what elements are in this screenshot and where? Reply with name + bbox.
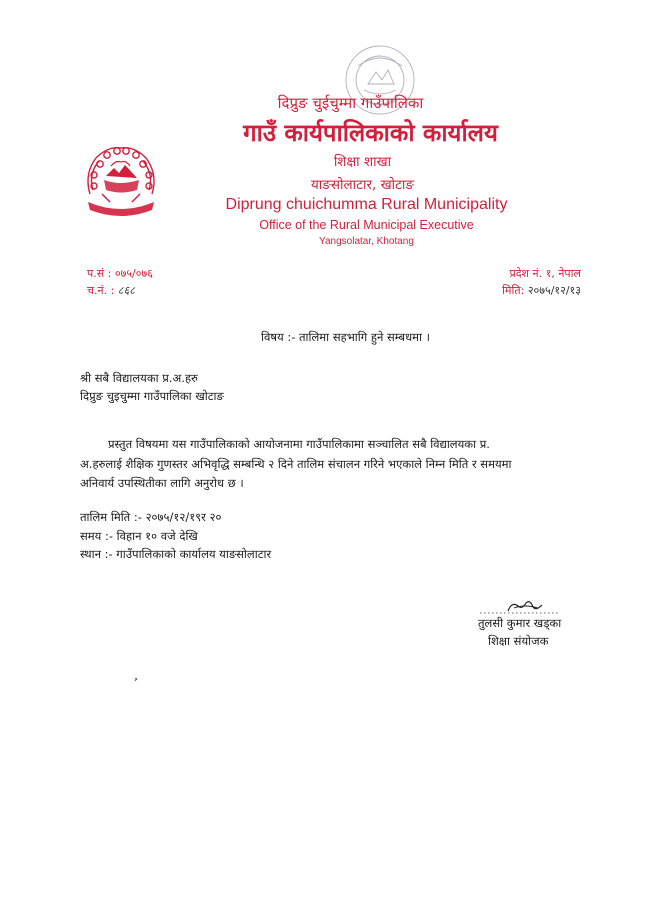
province-line: प्रदेश नं. १, नेपाल — [509, 267, 581, 280]
location-en: Yangsolatar, Khotang — [319, 236, 414, 247]
body-line: अनिवार्य उपस्थितीका लागि अनुरोध छ । — [80, 476, 244, 490]
signature-scribble-icon — [478, 597, 560, 617]
fiscal-year-value: ०७५/०७६ — [114, 267, 153, 280]
office-name-en: Office of the Rural Municipal Executive — [259, 218, 474, 232]
fiscal-year-label: प.सं : — [87, 267, 112, 280]
training-details — [80, 508, 271, 564]
signatory-title: शिक्षा संयोजक — [488, 634, 549, 648]
addressee-line-1: श्री सबै विद्यालयका प्र.अ.हरु — [80, 371, 198, 385]
training-place: स्थान :- गाउँपालिकाको कार्यालय याङसोलाटार — [80, 547, 272, 561]
signatory-name: तुलसी कुमार खड्का — [478, 616, 562, 630]
date-line — [502, 283, 581, 298]
office-name-np: गाउँ कार्यपालिकाको कार्यालय — [243, 119, 498, 147]
municipality-name-en: Diprung chuichumma Rural Municipality — [225, 196, 508, 213]
addressee-line-2: दिप्रुङ चुइचुम्मा गाउँपालिका खोटाङ — [80, 389, 224, 403]
dispatch-number-value: ८६८ — [117, 284, 135, 297]
training-date: तालिम मिति :- २०७५/१२/१९र २० — [80, 510, 222, 524]
fiscal-year-line — [87, 266, 153, 281]
ink-speck-icon — [134, 677, 139, 683]
municipality-name-np: दिप्रुङ चुईचुम्मा गाउँपालिका — [277, 94, 424, 112]
dispatch-number-label: च.नं. : — [87, 284, 115, 297]
location-np: याङसोलाटार, खोटाङ — [310, 177, 415, 193]
subject-line: विषय :- तालिमा सहभागि हुने सम्बधमा । — [260, 330, 431, 344]
dispatch-number-line — [87, 283, 135, 298]
body-line: अ.हरुलाई शैक्षिक गुणस्तर अभिवृद्धि सम्बन्धि २ दिने तालिम संचालन गरिने भएकाले निम्न मिति र समयमा — [80, 456, 512, 471]
section-name-np: शिक्षा शाखा — [333, 154, 392, 170]
date-label: मिति: — [502, 284, 525, 297]
date-value: २०७५/१२/१३ — [527, 284, 581, 297]
body-line: प्रस्तुत विषयमा यस गाउँपालिकाको आयोजनामा गाउँपालिकामा सञ्चालित सबै विद्यालयका प्र. — [108, 437, 490, 451]
training-time: समय :- विहान १० वजे देखि — [80, 528, 198, 543]
body-paragraph — [80, 435, 580, 494]
